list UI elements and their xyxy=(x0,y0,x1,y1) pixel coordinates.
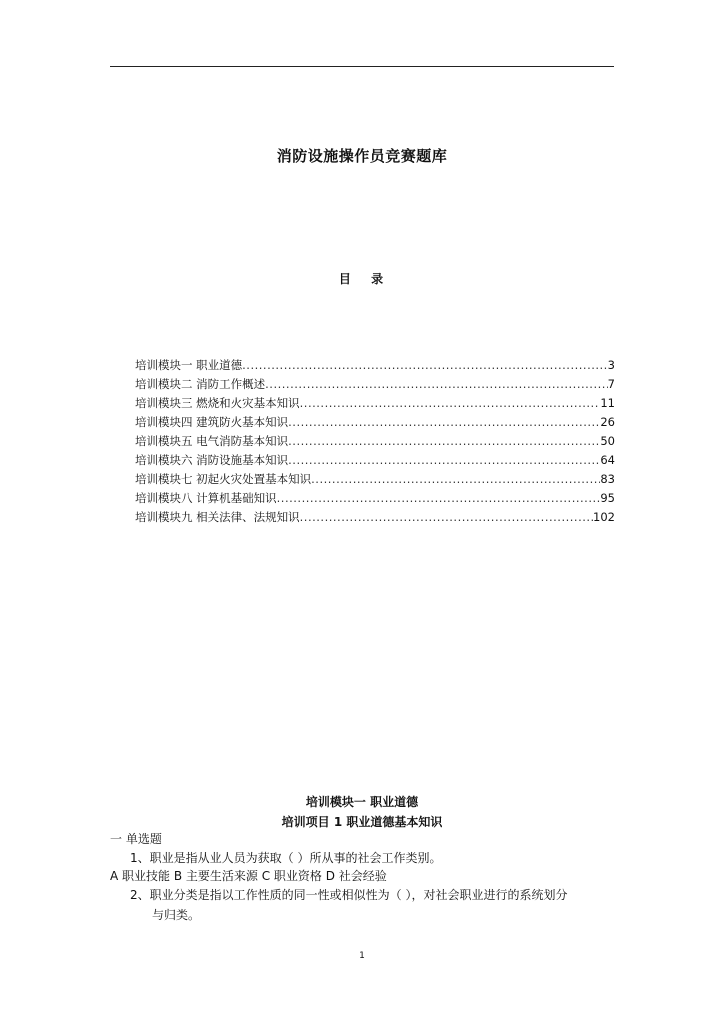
toc-entry-label: 培训模块七 初起火灾处置基本知识 xyxy=(135,472,312,486)
toc-entry-page: 11 xyxy=(600,396,615,410)
project-heading: 培训项目 1 职业道德基本知识 xyxy=(281,815,443,829)
toc-entry[interactable] xyxy=(135,394,615,413)
toc-entry[interactable] xyxy=(135,489,615,508)
toc-entry-page: 95 xyxy=(600,491,615,505)
toc-entry-label: 培训模块五 电气消防基本知识 xyxy=(135,434,289,448)
question-2-continued: 与归类。 xyxy=(152,908,201,922)
toc-dot-leader xyxy=(288,413,600,432)
toc-entry-page: 83 xyxy=(600,472,615,486)
module-heading: 培训模块一 职业道德 xyxy=(305,795,419,809)
toc-entry-label: 培训模块三 燃烧和火灾基本知识 xyxy=(135,396,300,410)
toc-dot-leader xyxy=(277,489,601,508)
header-rule xyxy=(110,66,614,67)
question-1: 1、职业是指从业人员为获取（ ）所从事的社会工作类别。 xyxy=(130,851,442,865)
toc-entry-label: 培训模块六 消防设施基本知识 xyxy=(135,453,289,467)
toc-entry-label: 培训模块四 建筑防火基本知识 xyxy=(135,415,289,429)
toc-entry-page: 102 xyxy=(593,510,615,524)
toc-entry-label: 培训模块一 职业道德 xyxy=(135,358,243,372)
table-of-contents xyxy=(135,356,615,527)
question-2: 2、职业分类是指以工作性质的同一性或相似性为（ ），对社会职业进行的系统划分 xyxy=(130,888,568,902)
toc-entry-label: 培训模块九 相关法律、法规知识 xyxy=(135,510,300,524)
toc-entry[interactable] xyxy=(135,470,615,489)
toc-entry-label: 培训模块二 消防工作概述 xyxy=(135,377,266,391)
toc-entry[interactable] xyxy=(135,356,615,375)
toc-entry[interactable] xyxy=(135,413,615,432)
toc-heading: 目 录 xyxy=(338,272,392,286)
toc-entry-page: 7 xyxy=(607,377,615,391)
toc-entry-page: 50 xyxy=(600,434,615,448)
toc-dot-leader xyxy=(300,394,601,413)
toc-entry[interactable] xyxy=(135,432,615,451)
toc-dot-leader xyxy=(288,432,600,451)
toc-dot-leader xyxy=(300,508,593,527)
toc-entry-page: 26 xyxy=(600,415,615,429)
toc-entry[interactable] xyxy=(135,375,615,394)
toc-entry-page: 64 xyxy=(600,453,615,467)
toc-dot-leader xyxy=(265,375,608,394)
toc-dot-leader xyxy=(311,470,600,489)
toc-dot-leader xyxy=(242,356,608,375)
document-title: 消防设施操作员竞赛题库 xyxy=(276,147,448,165)
toc-entry-page: 3 xyxy=(607,358,615,372)
toc-entry[interactable] xyxy=(135,451,615,470)
page-number: 1 xyxy=(359,951,365,961)
toc-dot-leader xyxy=(288,451,600,470)
section-label: 一 单选题 xyxy=(110,832,162,846)
toc-entry-label: 培训模块八 计算机基础知识 xyxy=(135,491,277,505)
question-1-options: A 职业技能 B 主要生活来源 C 职业资格 D 社会经验 xyxy=(110,869,387,883)
toc-entry[interactable] xyxy=(135,508,615,527)
